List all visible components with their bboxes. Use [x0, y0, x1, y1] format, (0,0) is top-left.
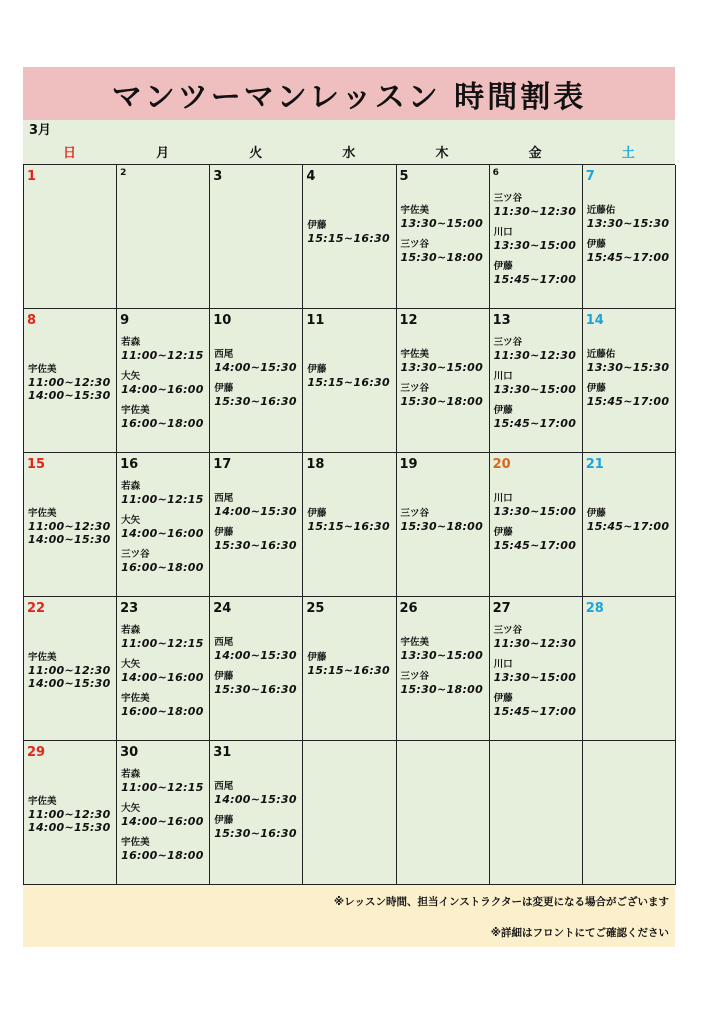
instructor-name: 川口	[493, 371, 513, 382]
instructor-name: 近藤佑	[586, 349, 616, 360]
lesson-time: 15:30~18:00	[400, 683, 484, 696]
instructor-name: 宇佐美	[400, 205, 430, 216]
instructor-name: 伊藤	[493, 405, 513, 416]
lesson-entry	[121, 803, 207, 828]
day-number: 2	[120, 168, 127, 178]
instructor-name: 宇佐美	[400, 637, 430, 648]
calendar-day-cell	[303, 741, 396, 885]
lesson-list	[401, 637, 487, 705]
calendar-day-cell	[583, 453, 676, 597]
instructor-name: 川口	[493, 659, 513, 670]
calendar-day-cell	[117, 309, 210, 453]
weekday-sunday: 日	[63, 146, 77, 161]
calendar-day-cell	[490, 741, 583, 885]
lesson-entry	[494, 193, 580, 218]
calendar-day-cell	[397, 165, 490, 309]
lesson-entry	[28, 796, 114, 834]
instructor-name: 三ツ谷	[493, 193, 523, 204]
lesson-entry	[28, 508, 114, 546]
lesson-entry	[28, 364, 114, 402]
lesson-time: 14:00~16:00	[121, 815, 204, 828]
lesson-entry	[121, 769, 207, 794]
calendar-day-cell	[583, 165, 676, 309]
lesson-time: 16:00~18:00	[121, 705, 204, 718]
instructor-name: 川口	[493, 227, 513, 238]
lesson-time: 15:15~16:30	[307, 520, 390, 533]
lesson-entry	[307, 364, 393, 389]
lesson-time: 16:00~18:00	[121, 561, 204, 574]
lesson-entry	[401, 239, 487, 264]
lesson-entry	[28, 652, 114, 690]
weekday-friday: 金	[528, 146, 542, 161]
lesson-list	[121, 769, 207, 871]
calendar-day-cell	[397, 741, 490, 885]
lesson-time: 11:00~12:15	[121, 493, 204, 506]
lesson-entry	[494, 527, 580, 552]
instructor-name: 宇佐美	[28, 364, 57, 375]
calendar-day-cell	[210, 741, 303, 885]
day-number: 3	[213, 169, 223, 184]
instructor-name: 西尾	[214, 637, 234, 648]
lesson-entry	[121, 337, 207, 362]
lesson-time: 13:30~15:00	[493, 505, 577, 518]
day-number: 28	[585, 601, 604, 616]
lesson-list	[401, 205, 487, 273]
day-number: 18	[306, 457, 325, 472]
calendar-day-cell	[24, 453, 117, 597]
lesson-list	[401, 349, 487, 417]
page-title: マンツーマンレッスン 時間割表	[111, 79, 587, 115]
lesson-list	[401, 508, 487, 542]
lesson-entry	[401, 508, 487, 533]
weekday-tuesday: 火	[249, 146, 263, 161]
calendar-day-cell	[210, 453, 303, 597]
day-number: 19	[399, 457, 418, 472]
calendar-grid	[23, 164, 675, 885]
instructor-name: 宇佐美	[400, 349, 430, 360]
day-number: 1	[27, 169, 37, 184]
calendar-day-cell	[117, 597, 210, 741]
instructor-name: 西尾	[214, 493, 234, 504]
lesson-time: 14:00~15:30	[214, 649, 297, 662]
lesson-time: 14:00~15:30	[214, 505, 297, 518]
lesson-entry	[494, 493, 580, 518]
lesson-list	[587, 349, 673, 417]
note-details: ※詳細はフロントにてご確認ください	[490, 927, 669, 939]
lesson-time: 15:45~17:00	[493, 273, 577, 286]
lesson-entry	[214, 637, 300, 662]
lesson-entry	[494, 693, 580, 718]
instructor-name: 大矢	[121, 659, 141, 670]
lesson-time: 16:00~18:00	[121, 849, 204, 862]
day-number: 16	[120, 457, 139, 472]
instructor-name: 若森	[121, 625, 141, 636]
lesson-time: 13:30~15:00	[400, 361, 484, 374]
instructor-name: 若森	[121, 337, 141, 348]
lesson-entry	[494, 261, 580, 286]
calendar-day-cell	[24, 741, 117, 885]
day-number: 24	[213, 601, 232, 616]
lesson-entry	[494, 371, 580, 396]
instructor-name: 伊藤	[214, 527, 234, 538]
lesson-time: 16:00~18:00	[121, 417, 204, 430]
lesson-list	[28, 796, 114, 843]
day-number: 4	[306, 169, 316, 184]
calendar-day-cell	[117, 741, 210, 885]
lesson-time: 11:30~12:30	[493, 205, 577, 218]
lesson-time: 11:00~12:30	[28, 520, 111, 533]
lesson-time: 15:15~16:30	[307, 664, 390, 677]
lesson-time: 14:00~16:00	[121, 527, 204, 540]
day-number: 10	[213, 313, 232, 328]
lesson-entry	[494, 659, 580, 684]
lesson-entry	[121, 837, 207, 862]
lesson-time: 11:00~12:15	[121, 349, 204, 362]
lesson-entry	[587, 383, 673, 408]
calendar-day-cell	[210, 309, 303, 453]
lesson-entry	[214, 527, 300, 552]
lesson-time: 15:45~17:00	[586, 520, 670, 533]
instructor-name: 三ツ谷	[400, 508, 430, 519]
lesson-entry	[587, 239, 673, 264]
calendar-day-cell	[583, 309, 676, 453]
lesson-list	[121, 625, 207, 727]
lesson-time: 15:30~16:30	[214, 539, 297, 552]
lesson-time: 11:00~12:15	[121, 637, 204, 650]
lesson-list	[28, 508, 114, 555]
lesson-entry	[494, 337, 580, 362]
lesson-entry	[494, 405, 580, 430]
calendar-day-cell	[117, 453, 210, 597]
day-number: 21	[585, 457, 604, 472]
lesson-time: 11:00~12:30	[28, 376, 111, 389]
lesson-time: 13:30~15:00	[493, 383, 577, 396]
instructor-name: 宇佐美	[121, 837, 150, 848]
day-number: 27	[492, 601, 511, 616]
lesson-time: 15:30~16:30	[214, 827, 297, 840]
calendar-day-cell	[583, 741, 676, 885]
lesson-time: 15:45~17:00	[586, 251, 670, 264]
day-number: 29	[27, 745, 46, 760]
instructor-name: 川口	[493, 493, 513, 504]
lesson-entry	[307, 652, 393, 677]
calendar-day-cell	[24, 597, 117, 741]
lesson-entry	[121, 515, 207, 540]
calendar-day-cell	[490, 309, 583, 453]
lesson-time: 15:45~17:00	[586, 395, 670, 408]
day-number: 26	[399, 601, 418, 616]
day-number: 6	[492, 168, 499, 178]
day-number: 25	[306, 601, 325, 616]
lesson-time: 13:30~15:00	[400, 649, 484, 662]
weekday-thursday: 木	[435, 146, 449, 161]
lesson-list	[28, 652, 114, 699]
instructor-name: 三ツ谷	[400, 239, 430, 250]
instructor-name: 大矢	[121, 803, 141, 814]
instructor-name: 伊藤	[586, 239, 606, 250]
lesson-entry	[214, 815, 300, 840]
lesson-time: 15:15~16:30	[307, 376, 390, 389]
lesson-time: 13:30~15:00	[493, 239, 577, 252]
lesson-entry	[494, 625, 580, 650]
lesson-list	[307, 364, 393, 398]
calendar-day-cell	[303, 165, 396, 309]
calendar-day-cell	[117, 165, 210, 309]
calendar-day-cell	[583, 597, 676, 741]
note-change: ※レッスン時間、担当インストラクターは変更になる場合がございます	[333, 896, 669, 908]
calendar-day-cell	[490, 453, 583, 597]
lesson-entry	[121, 693, 207, 718]
day-number: 20	[492, 457, 511, 472]
title-bar	[23, 67, 675, 120]
lesson-list	[214, 493, 300, 561]
instructor-name: 宇佐美	[28, 796, 57, 807]
lesson-entry	[214, 671, 300, 696]
instructor-name: 西尾	[214, 349, 234, 360]
lesson-time: 11:00~12:30	[28, 808, 111, 821]
lesson-entry	[121, 659, 207, 684]
instructor-name: 伊藤	[214, 671, 234, 682]
instructor-name: 若森	[121, 769, 141, 780]
calendar-day-cell	[490, 165, 583, 309]
day-number: 7	[585, 169, 595, 184]
calendar-day-cell	[303, 453, 396, 597]
instructor-name: 大矢	[121, 515, 141, 526]
instructor-name: 宇佐美	[121, 693, 150, 704]
lesson-time: 11:00~12:15	[121, 781, 204, 794]
lesson-time: 13:30~15:30	[586, 217, 670, 230]
calendar-day-cell	[210, 165, 303, 309]
lesson-time: 14:00~15:30	[214, 793, 297, 806]
day-number: 11	[306, 313, 325, 328]
day-number: 12	[399, 313, 418, 328]
lesson-entry	[307, 220, 393, 245]
instructor-name: 伊藤	[307, 652, 327, 663]
instructor-name: 伊藤	[586, 383, 606, 394]
lesson-time: 15:30~18:00	[400, 395, 484, 408]
calendar-day-cell	[303, 597, 396, 741]
lesson-list	[307, 508, 393, 542]
lesson-list	[494, 493, 580, 561]
instructor-name: 若森	[121, 481, 141, 492]
lesson-list	[307, 652, 393, 686]
lesson-entry	[214, 781, 300, 806]
calendar-day-cell	[24, 309, 117, 453]
instructor-name: 伊藤	[307, 364, 327, 375]
lesson-list	[28, 364, 114, 411]
instructor-name: 伊藤	[493, 261, 513, 272]
lesson-time: 14:00~15:30	[28, 533, 111, 546]
footer-notes	[23, 885, 675, 947]
lesson-time: 15:30~18:00	[400, 520, 484, 533]
instructor-name: 伊藤	[493, 693, 513, 704]
lesson-time: 15:45~17:00	[493, 705, 577, 718]
day-number: 8	[27, 313, 37, 328]
lesson-time: 11:30~12:30	[493, 637, 577, 650]
lesson-entry	[401, 637, 487, 662]
lesson-list	[307, 220, 393, 254]
lesson-time: 13:30~15:30	[586, 361, 670, 374]
lesson-list	[494, 625, 580, 727]
instructor-name: 三ツ谷	[400, 671, 430, 682]
lesson-entry	[401, 383, 487, 408]
day-number: 5	[399, 169, 409, 184]
lesson-time: 15:30~18:00	[400, 251, 484, 264]
day-number: 31	[213, 745, 232, 760]
lesson-entry	[214, 493, 300, 518]
instructor-name: 伊藤	[493, 527, 513, 538]
instructor-name: 近藤佑	[586, 205, 616, 216]
lesson-time: 15:15~16:30	[307, 232, 390, 245]
lesson-list	[587, 205, 673, 273]
day-number: 30	[120, 745, 139, 760]
lesson-time: 15:30~16:30	[214, 395, 297, 408]
lesson-entry	[587, 349, 673, 374]
month-label: 3月	[29, 123, 52, 138]
lesson-time: 14:00~15:30	[214, 361, 297, 374]
lesson-time: 14:00~15:30	[28, 389, 111, 402]
lesson-entry	[587, 205, 673, 230]
instructor-name: 大矢	[121, 371, 141, 382]
calendar-day-cell	[397, 453, 490, 597]
lesson-entry	[121, 625, 207, 650]
lesson-entry	[587, 508, 673, 533]
calendar-day-cell	[490, 597, 583, 741]
weekday-wednesday: 水	[342, 146, 356, 161]
instructor-name: 宇佐美	[28, 652, 57, 663]
lesson-entry	[307, 508, 393, 533]
lesson-list	[587, 508, 673, 542]
lesson-time: 14:00~16:00	[121, 671, 204, 684]
instructor-name: 三ツ谷	[493, 625, 523, 636]
lesson-time: 13:30~15:00	[493, 671, 577, 684]
calendar-day-cell	[397, 597, 490, 741]
calendar-day-cell	[397, 309, 490, 453]
lesson-entry	[401, 671, 487, 696]
day-number: 14	[585, 313, 604, 328]
lesson-list	[494, 337, 580, 439]
lesson-entry	[401, 205, 487, 230]
lesson-time: 14:00~16:00	[121, 383, 204, 396]
day-number: 22	[27, 601, 46, 616]
timetable-sheet	[23, 67, 675, 947]
instructor-name: 伊藤	[214, 383, 234, 394]
calendar-day-cell	[303, 309, 396, 453]
lesson-time: 15:45~17:00	[493, 539, 577, 552]
lesson-entry	[121, 371, 207, 396]
instructor-name: 三ツ谷	[493, 337, 523, 348]
lesson-time: 15:45~17:00	[493, 417, 577, 430]
lesson-list	[214, 349, 300, 417]
instructor-name: 伊藤	[307, 220, 327, 231]
lesson-list	[494, 193, 580, 295]
month-row	[23, 120, 675, 144]
lesson-list	[121, 481, 207, 583]
instructor-name: 宇佐美	[28, 508, 57, 519]
lesson-entry	[121, 405, 207, 430]
lesson-time: 11:30~12:30	[493, 349, 577, 362]
calendar-day-cell	[24, 165, 117, 309]
day-number: 15	[27, 457, 46, 472]
lesson-list	[214, 781, 300, 849]
calendar-day-cell	[210, 597, 303, 741]
weekday-monday: 月	[156, 146, 170, 161]
lesson-time: 13:30~15:00	[400, 217, 484, 230]
lesson-entry	[214, 383, 300, 408]
day-number: 9	[120, 313, 130, 328]
day-number: 17	[213, 457, 232, 472]
instructor-name: 三ツ谷	[400, 383, 430, 394]
lesson-time: 14:00~15:30	[28, 677, 111, 690]
lesson-time: 14:00~15:30	[28, 821, 111, 834]
lesson-time: 11:00~12:30	[28, 664, 111, 677]
lesson-entry	[401, 349, 487, 374]
weekday-header	[23, 144, 675, 164]
instructor-name: 伊藤	[586, 508, 606, 519]
lesson-entry	[214, 349, 300, 374]
day-number: 23	[120, 601, 139, 616]
instructor-name: 西尾	[214, 781, 234, 792]
instructor-name: 伊藤	[307, 508, 327, 519]
instructor-name: 伊藤	[214, 815, 234, 826]
instructor-name: 三ツ谷	[121, 549, 150, 560]
lesson-time: 15:30~16:30	[214, 683, 297, 696]
lesson-entry	[121, 481, 207, 506]
day-number: 13	[492, 313, 511, 328]
lesson-list	[214, 637, 300, 705]
lesson-entry	[121, 549, 207, 574]
weekday-saturday: 土	[621, 146, 635, 161]
lesson-list	[121, 337, 207, 439]
lesson-entry	[494, 227, 580, 252]
instructor-name: 宇佐美	[121, 405, 150, 416]
